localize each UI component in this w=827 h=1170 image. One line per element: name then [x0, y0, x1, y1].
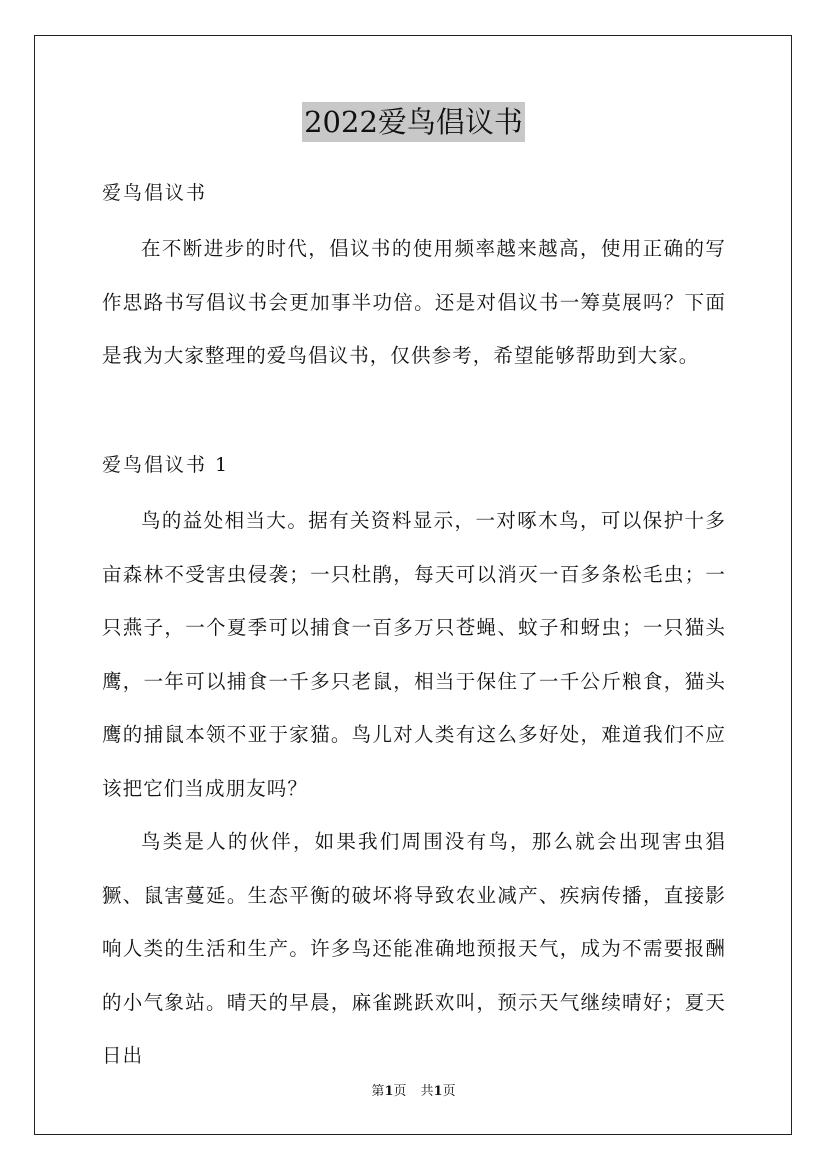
page-number-prefix: 第 [371, 1084, 385, 1099]
page-total-prefix: 共 [420, 1084, 434, 1099]
body-paragraph-1: 鸟的益处相当大。据有关资料显示，一对啄木鸟，可以保护十多亩森林不受害虫侵袭；一只杜鹃，每天可以消灭一百多条松毛虫；一只燕子，一个夏季可以捕食一百多万只苍蝇、蚊子和蚜虫；一只猫头鹰，一年可以捕食一千多只老鼠，相当于保住了一千公斤粮食，猫头鹰的捕鼠本领不亚于家猫。鸟儿对人类有这么多好处，难道我们不应该把它们当成朋友吗？ [102, 509, 726, 800]
document-title: 2022爱鸟倡议书 [302, 102, 525, 142]
title-container [0, 102, 827, 142]
page-number-suffix: 页 [393, 1084, 407, 1099]
page-footer [0, 1083, 827, 1101]
page-total-suffix: 页 [442, 1084, 456, 1099]
page-number-current: 1 [384, 1084, 394, 1099]
page-total-count: 1 [433, 1084, 443, 1099]
intro-paragraph: 在不断进步的时代，倡议书的使用频率越来越高，使用正确的写作思路书写倡议书会更加事半功倍。还是对倡议书一筹莫展吗？下面是我为大家整理的爱鸟倡议书，仅供参考，希望能够帮助到大家。 [102, 237, 726, 367]
body-paragraph-2: 鸟类是人的伙伴，如果我们周围没有鸟，那么就会出现害虫猖獗、鼠害蔓延。生态平衡的破坏将导致农业减产、疾病传播，直接影响人类的生活和生产。许多鸟还能准确地预报天气，成为不需要报酬的小气象站。晴天的早晨，麻雀跳跃欢叫，预示天气继续晴好；夏天日出 [102, 830, 726, 1067]
main-heading: 爱鸟倡议书 [102, 182, 208, 204]
section-heading: 爱鸟倡议书 1 [102, 454, 230, 476]
